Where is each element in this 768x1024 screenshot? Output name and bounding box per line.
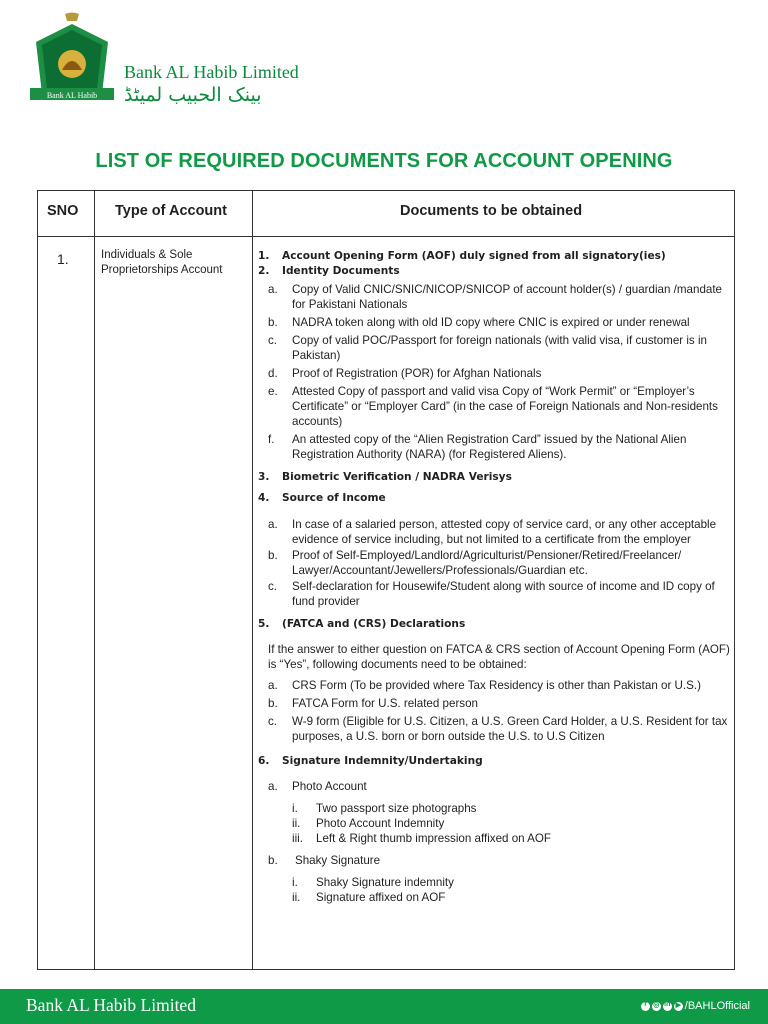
section-signature: 6. Signature Indemnity/Undertaking xyxy=(258,755,483,767)
facebook-icon[interactable]: f xyxy=(641,1002,650,1011)
list-item: iii. Left & Right thumb impression affixed on AOF xyxy=(292,832,551,845)
list-item: i. Two passport size photographs xyxy=(292,802,477,815)
list-item: a. In case of a salaried person, attested copy of service card, or any other acceptable evidence of service including, but not limited to a certificate from the employer xyxy=(268,518,717,546)
fatca-note: If the answer to either question on FATCA & CRS section of Account Opening Form (AOF) is “Yes”, following documents need to be obtained: xyxy=(268,643,730,671)
section-identity: 2. Identity Documents xyxy=(258,265,400,277)
list-item: ii. Signature affixed on AOF xyxy=(292,891,446,904)
section-biometric: 3. Biometric Verification / NADRA Verisys xyxy=(258,471,512,483)
list-item: a. Photo Account xyxy=(268,780,367,793)
page-title: LIST OF REQUIRED DOCUMENTS FOR ACCOUNT OPENING xyxy=(95,150,673,172)
list-item: d. Proof of Registration (POR) for Afghan Nationals xyxy=(268,367,542,380)
bank-name-urdu: بینک الحبیب لمیٹڈ xyxy=(124,84,262,106)
header-type: Type of Account xyxy=(115,203,227,219)
list-item: c. W-9 form (Eligible for U.S. Citizen, a U.S. Green Card Holder, a U.S. Resident for tax purposes, a U.S. born or born outside the U.S. to U.S Citizen xyxy=(268,715,728,743)
list-item: a. Copy of Valid CNIC/SNIC/NICOP/SNICOP of account holder(s) / guardian /mandate for Pakistani Nationals xyxy=(268,283,723,311)
list-item: a. CRS Form (To be provided where Tax Residency is other than Pakistan or U.S.) xyxy=(268,679,701,692)
documents-list xyxy=(258,249,730,905)
list-item: e. Attested Copy of passport and valid visa Copy of “Work Permit” or “Employer’s Certificate” or “Employer Card” (in the case of Foreign Nationals and Non-residents accounts) xyxy=(268,385,718,428)
bank-logo xyxy=(28,12,116,104)
social-handle[interactable]: /BAHLOfficial xyxy=(684,1000,750,1012)
linkedin-icon[interactable]: in xyxy=(663,1002,672,1011)
header-sno: SNO xyxy=(47,203,79,219)
list-item: i. Shaky Signature indemnity xyxy=(292,876,454,889)
list-item: b. FATCA Form for U.S. related person xyxy=(268,697,478,710)
footer-bank-name: Bank AL Habib Limited xyxy=(26,995,196,1015)
section-income: 4. Source of Income xyxy=(258,492,386,504)
youtube-icon[interactable]: ▶ xyxy=(675,1001,681,1009)
bank-name: Bank AL Habib Limited xyxy=(124,62,299,82)
column-divider xyxy=(252,191,253,969)
header-docs: Documents to be obtained xyxy=(400,203,583,219)
list-item: f. An attested copy of the “Alien Registration Card” issued by the National Alien Registration Authority (NARA) (for Registered Aliens). xyxy=(268,433,687,461)
list-item: ii. Photo Account Indemnity xyxy=(292,817,445,830)
social-links xyxy=(641,1000,750,1012)
list-item: c. Copy of valid POC/Passport for foreign nationals (with valid visa, if customer is in Pakistan) xyxy=(268,334,707,362)
documents-table xyxy=(37,190,735,970)
list-item: b. Proof of Self-Employed/Landlord/Agriculturist/Pensioner/Retired/Freelancer/ Lawyer/Accountant/Jewellers/Professionals/Guardian etc. xyxy=(268,549,682,577)
svg-text:Bank AL Habib: Bank AL Habib xyxy=(46,91,98,100)
list-item: b. NADRA token along with old ID copy where CNIC is expired or under renewal xyxy=(268,316,690,329)
section-fatca: 5. (FATCA and (CRS) Declarations xyxy=(258,618,466,630)
section-aof: 1. Account Opening Form (AOF) duly signed from all signatory(ies) xyxy=(258,250,666,262)
instagram-icon[interactable]: ◎ xyxy=(653,1001,660,1009)
column-divider xyxy=(94,191,95,969)
row-sno: 1. xyxy=(57,251,69,267)
row-account-type: Individuals & Sole Proprietorships Account xyxy=(101,249,223,276)
list-item: b. Shaky Signature xyxy=(268,854,381,867)
list-item: c. Self-declaration for Housewife/Student along with source of income and ID copy of fund provider xyxy=(268,580,715,608)
header-divider xyxy=(38,236,734,237)
footer-bar xyxy=(0,989,768,1024)
